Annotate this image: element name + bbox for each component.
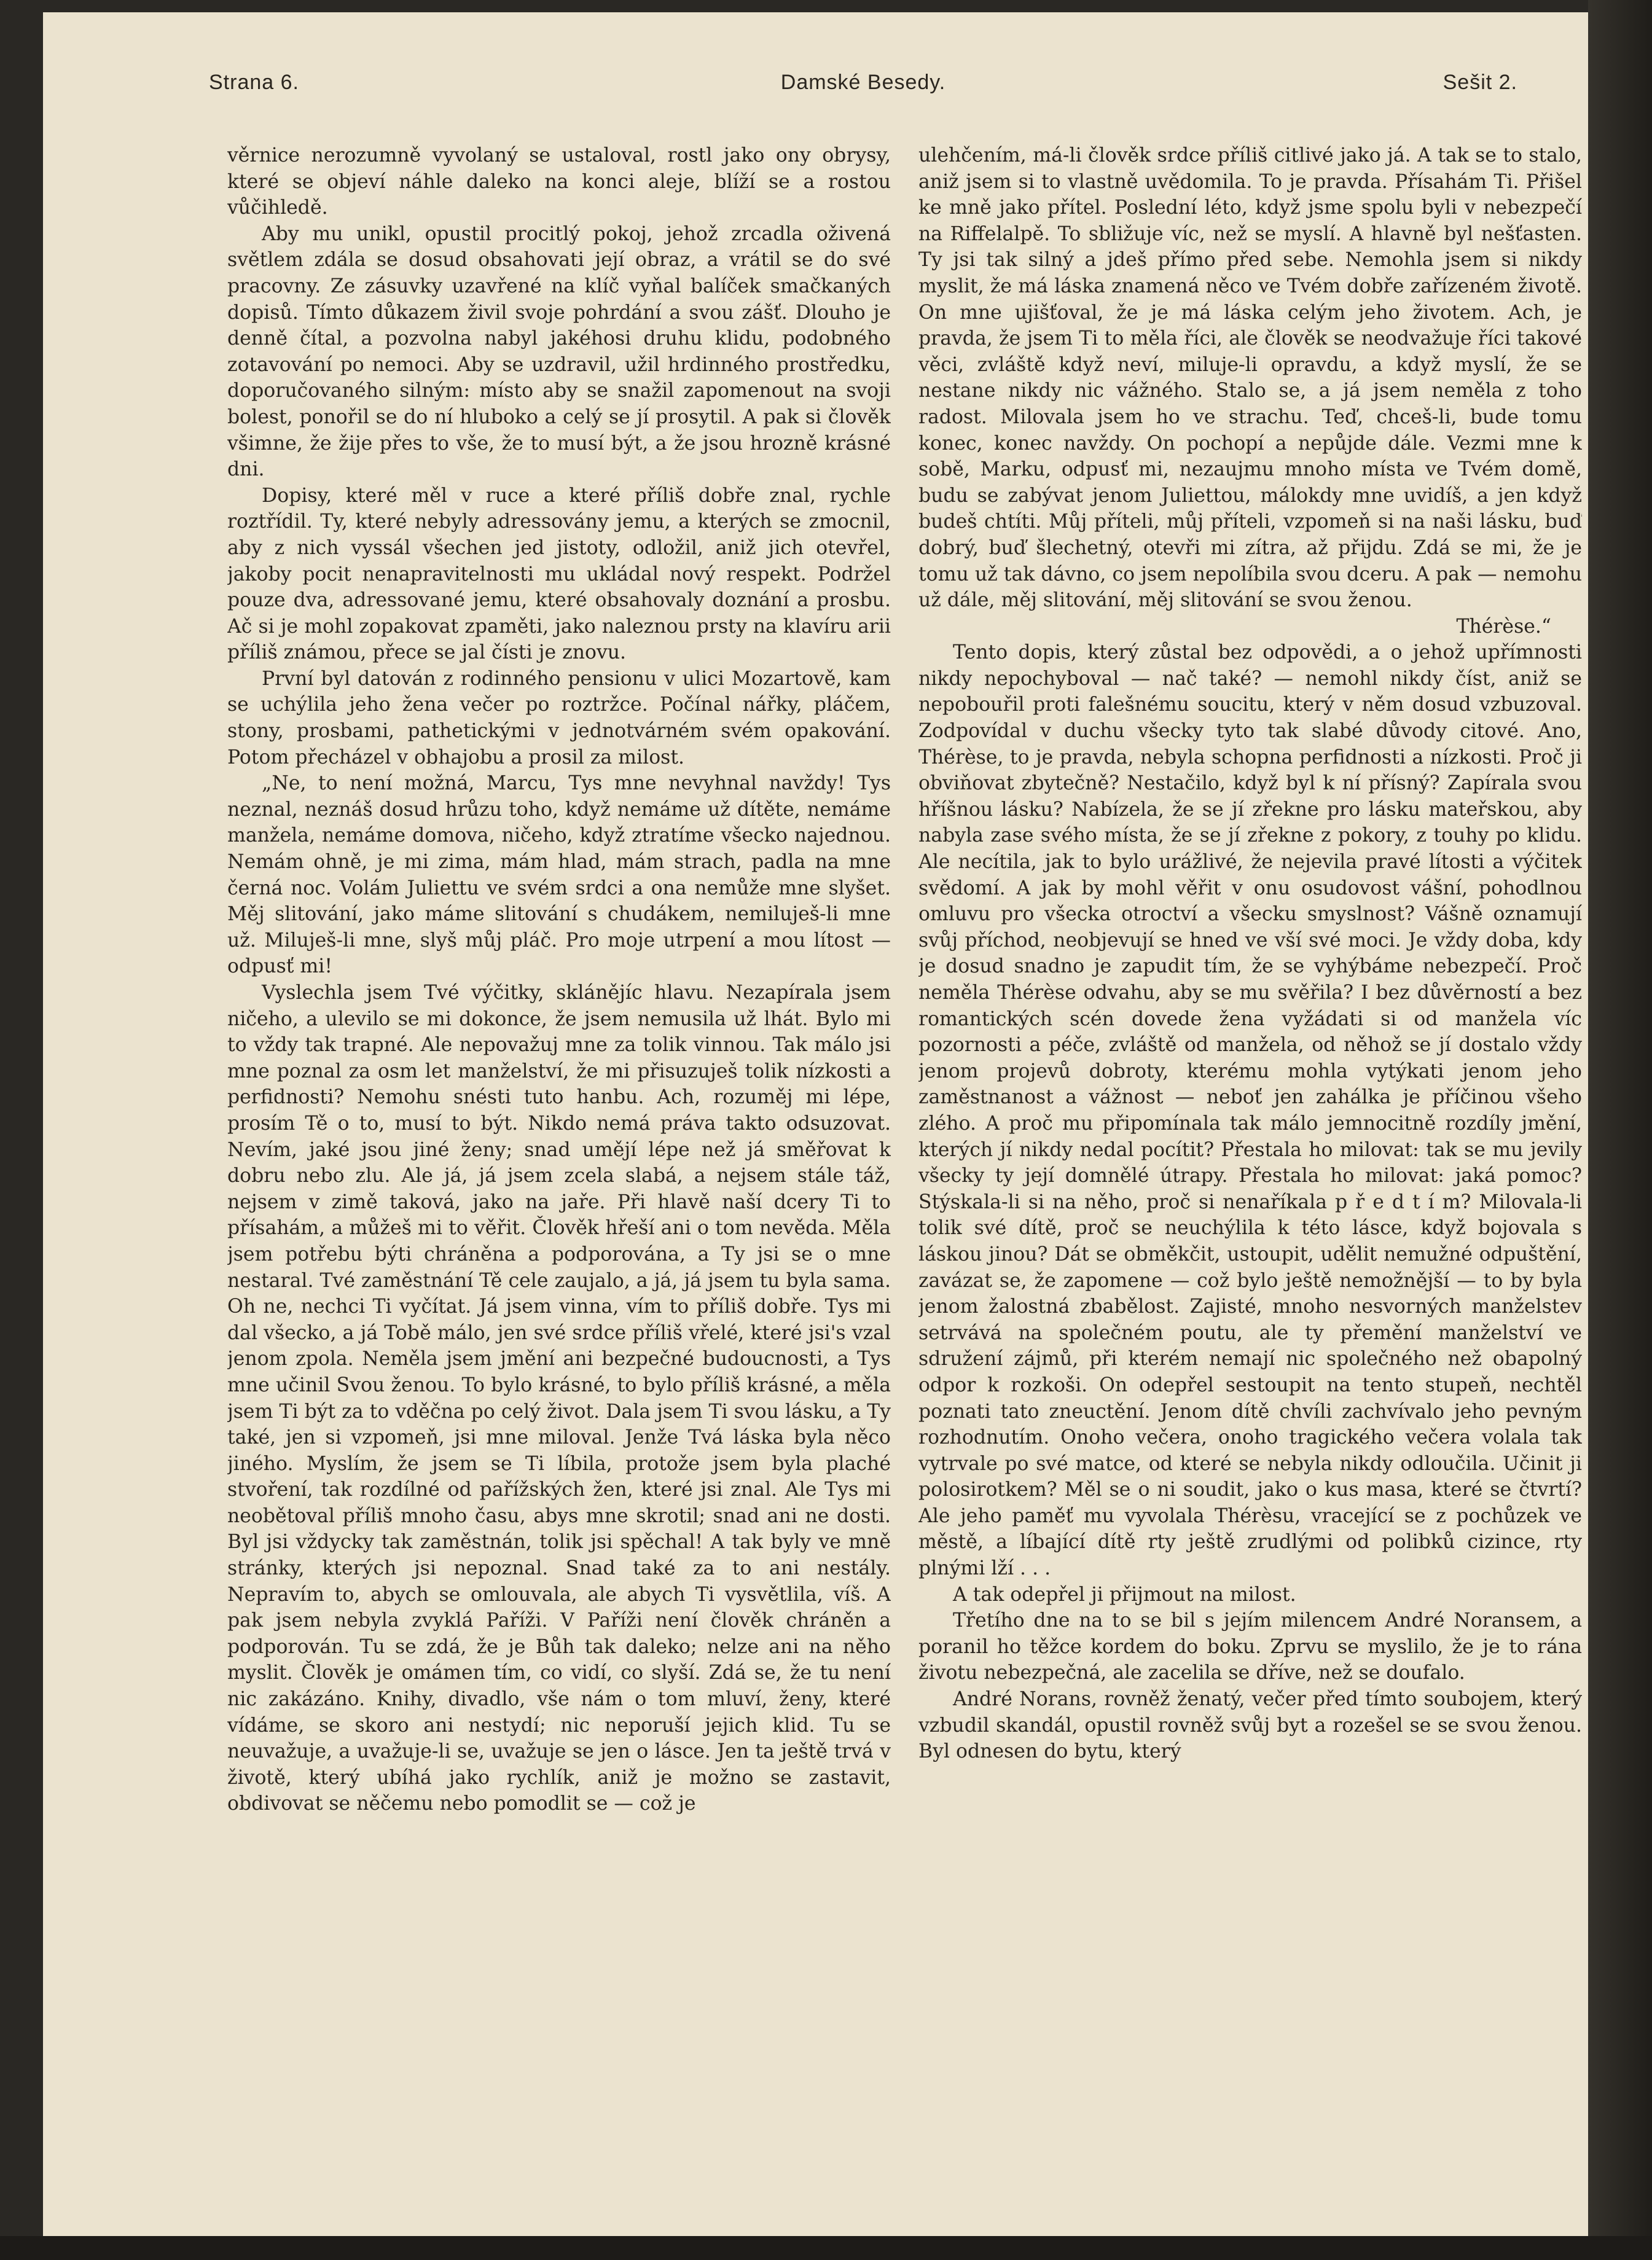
page-header bbox=[209, 71, 1517, 108]
page bbox=[43, 12, 1634, 2236]
paragraph: André Norans, rovněž ženatý, večer před tímto soubojem, který vzbudil skandál, opustil rovněž svůj byt a rozešel se se svou ženou. Byl odnesen do bytu, který bbox=[918, 1688, 1582, 1763]
letter-signature: Thérèse.“ bbox=[1456, 615, 1551, 638]
scan-edge-right bbox=[1588, 0, 1652, 2260]
paragraph: První byl datován z rodinného pensionu v ulici Mozartově, kam se uchýlila jeho žena večer po roztržce. Počínal nářky, pláčem, stony, prosbami, pathetickými v jednotvárném svém opakování. Potom přecházel v obhajobu a prosil za milost. bbox=[227, 667, 891, 768]
magazine-title: Damské Besedy. bbox=[780, 71, 946, 94]
paragraph: A tak odepřel ji přijmout na milost. bbox=[953, 1583, 1296, 1606]
letter-paragraph: „Ne, to není možná, Marcu, Tys mne nevyhnal navždy! Tys neznal, neznáš dosud hrůzu toho, když nemáme už dítěte, nemáme manžela, nemáme domova, ničeho, když ztratíme všecko najednou. Nemám ohně, je mi zima, mám hlad, mám strach, padla na mne černá noc. Volám Juliettu ve svém srdci a ona nemůže mne slyšet. Měj slitování, jako máme slitování s chudákem, nemiluješ-li mne už. Miluješ-li mne, slyš můj pláč. Pro moje utrpení a mou lítost — odpusť mi! bbox=[227, 772, 891, 978]
scan-edge-bottom bbox=[0, 2236, 1652, 2260]
paragraph: Třetího dne na to se bil s jejím milencem André Noransem, a poranil ho těžce kordem do boku. Zprvu se myslilo, že je to rána životu nebezpečná, ale zacelila se dříve, než se doufalo. bbox=[918, 1609, 1582, 1684]
paragraph: věrnice nerozumně vyvolaný se ustaloval, rostl jako ony obrysy, které se objeví náhle daleko na konci aleje, blíží se a rostou vůčihledě. bbox=[227, 144, 891, 219]
paragraph: Aby mu unikl, opustil procitlý pokoj, jehož zrcadla oživená světlem zdála se dosud obsahovati její obraz, a vrátil se do své pracovny. Ze zásuvky uzavřené na klíč vyňal balíček smačkaných dopisů. Tímto důkazem živil svoje pohrdání a svou zášť. Dlouho je denně čítal, a pozvolna nabyl jakéhosi druhu klidu, podobného zotavování po nemoci. Aby se uzdravil, užil hrdinného prostředku, doporučovaného silným: místo aby se snažil zapomenout na svoji bolest, ponořil se do ní hluboko a celý se jí prosytil. A pak si člověk všimne, že žije přes to vše, že to musí být, a že jsou hrozně krásné dni. bbox=[227, 222, 891, 481]
paragraph: Dopisy, které měl v ruce a které příliš dobře znal, rychle roztřídil. Ty, které nebyly adressovány jemu, a kterých se zmocnil, aby z nich vyssál všechen jed jistoty, odložil, aniž jich otevřel, jakoby pocit nenapravitelnosti mu ukládal nový respekt. Podržel pouze dva, adressované jemu, které obsahovaly doznání a prosbu. Ač si je mohl zopakovat zpaměti, jako naleznou prsty na klavíru arii příliš známou, přece se jal čísti je znovu. bbox=[227, 484, 891, 664]
letter-paragraph: Vyslechla jsem Tvé výčitky, sklánějíc hlavu. Nezapírala jsem ničeho, a ulevilo se mi dokonce, že jsem nemusila už lhát. Bylo mi to vždy tak trapné. Ale nepovažuj mne za tolik vinnou. Tak málo jsi mne poznal za osm let manželství, že mi přisuzuješ tolik nízkosti a perfidnosti? Nemohu snésti tuto hanbu. Ach, rozuměj mi lépe, prosím Tě o to, musí to být. Nikdo nemá práva takto odsuzovat. Nevím, jaké jsou jiné ženy; snad umějí lépe než já směřovat k dobru nebo zlu. Ale já, já jsem zcela slabá, a nejsem stále táž, nejsem v zimě taková, jako na jaře. Při hlavě naší dcery Ti to přísahám, a můžeš mi to věřit. Člověk hřeší ani o tom nevěda. Měla jsem potřebu býti chráněna a podporována, a Ty jsi se o mne nestaral. Tvé zaměstnání Tě cele zaujalo, a já, já jsem tu byla sama. Oh ne, nechci Ti vyčítat. Já jsem vinna, vím to příliš dobře. Tys mi dal všecko, a já Tobě málo, jen své srdce příliš vřelé, které jsi's vzal jenom zpola. Neměla jsem jmění ani bezpečné budoucnosti, a Tys mne učinil Svou ženou. To bylo krásné, to bylo příliš krásné, a měla jsem Ti být za to vděčna po celý život. Dala jsem Ti svou lásku, a Ty také, jen si vzpomeň, jsi mne miloval. Jenže Tvá láska byla něco jiného. Myslím, že jsem se Ti líbila, protože jsem byla plaché stvoření, tak rozdílné od pařížských žen, které jsi znal. Ale Tys mi neobětoval příliš mnoho času, abys mne skrotil; snad ani ne dosti. Byl jsi vždycky tak zaměstnán, tolik jsi spěchal! A tak byly ve mně stránky, kterých jsi nepoznal. Snad také za to ani nestály. Nepravím to, abych se omlouvala, ale abych Ti vysvětlila, víš. A pak jsem nebyla zvyklá Paříži. V Paříži není člověk chráněn a podporován. Tu se zdá, že je Bůh tak daleko; nelze ani na něho myslit. Člověk je omámen tím, co vidí, co slyší. Zdá se, že tu není nic zakázáno. Knihy, divadlo, vše nám o tom mluví, ženy, které vídáme, se skoro ani nestydí; nic neporuší jejich klid. Tu se neuvažuje, a uvažuje-li se, uvažuje se jen o lásce. Jen ta ještě trvá v životě, který ubíhá jako rychlík, aniž je možno se zastavit, obdivovat se něčemu nebo pomodlit se — což je bbox=[227, 982, 891, 1815]
page-number: Strana 6. bbox=[209, 71, 299, 94]
letter-paragraph: ulehčením, má-li člověk srdce příliš citlivé jako já. A tak se to stalo, aniž jsem si to vlastně uvědomila. To je pravda. Přísahám Ti. Přišel ke mně jako přítel. Poslední léto, když jsme spolu byli v nebezpečí na Riffelalpě. To sbližuje víc, než se myslí. A hlavně byl nešťasten. Ty jsi tak silný a jdeš přímo před sebe. Nemohla jsem si nikdy myslit, že má láska znamená něco ve Tvém dobře zařízeném životě. On mne ujišťoval, že je má láska celým jeho životem. Ach, je pravda, že jsem Ti to měla říci, ale člověk se neodvažuje říci takové věci, zvláště když neví, miluje-li opravdu, a když myslí, že se nestane nikdy nic vážného. Stalo se, a já jsem neměla z toho radost. Milovala jsem ho ve strachu. Teď, chceš-li, bude tomu konec, konec navždy. On pochopí a nepůjde dále. Vezmi mne k sobě, Marku, odpusť mi, nezaujmu mnoho místa ve Tvém domě, budu se zabývat jenom Juliettou, málokdy mne uvidíš, a jen když budeš chtíti. Můj příteli, můj příteli, vzpomeň si na naši lásku, buď dobrý, buď šlechetný, otevři mi zítra, až přijdu. Zdá se mi, že je tomu už tak dávno, co jsem nepolíbila svou dceru. A pak — nemohu už dále, měj slitování, měj slitování se svou ženou. bbox=[918, 144, 1582, 612]
paragraph: Tento dopis, který zůstal bez odpovědi, a o jehož upřímnosti nikdy nepochyboval — nač také? — nemohl nikdy číst, aniž se nepobouřil proti falešnému soucitu, který v něm dosud vzbuzoval. Zodpovídal v duchu všecky tyto tak slabé důvody citové. Ano, Thérèse, to je pravda, nebyla schopna perfidnosti a nízkosti. Proč ji obviňovat zbytečně? Nestačilo, když byl k ní přísný? Zapírala svou hříšnou lásku? Nabízela, že se jí zřekne pro lásku mateřskou, aby nabyla zase svého místa, že se jí zřekne z pokory, z touhy po klidu. Ale necítila, jak to bylo urážlivé, že nejevila pravé lítosti a výčitek svědomí. A jak by mohl věřit v onu osudovost vášní, pohodlnou omluvu pro všecka otroctví a všecku smyslnost? Vášně oznamují svůj příchod, neobjevují se hned ve vší své moci. Je vždy doba, kdy je dosud snadno je zapudit tím, že se vyhýbáme nebezpečí. Proč neměla Thérèse odvahu, aby se mu svěřila? I bez důvěrností a bez romantických scén dovede žena vyžádati si od manžela víc pozornosti a péče, zvláště od manžela, od něhož se jí dostalo vždy jenom projevů dobroty, kterému mohla vytýkati jenom jeho zaměstnanost a vážnost — neboť jen zahálka je příčinou všeho zlého. A proč mu připomínala tak málo jemnocitně rozdíly jmění, kterých jí nikdy nedal pocítit? Přestala ho milovat: tak se mu jevily všecky ty její domnělé útrapy. Přestala ho milovat: jaká pomoc? Stýskala-li si na něho, proč si nenaříkala p ř e d t í m? Milovala-li tolik své dítě, proč se neuchýlila k této lásce, když bojovala s láskou jinou? Dát se obměkčit, ustoupit, udělit nemužné odpuštění, zavázat se, že zapomene — což bylo ještě nemožnější — to by byla jenom žalostná zbabělost. Zajisté, mnoho nesvorných manželstev setrvává na společném poutu, ale ty přemění manželství ve sdružení zájmů, při kterém nemají nic společného než obapolný odpor k rozkoši. On odepřel sestoupit na tento stupeň, nechtěl poznati tato zneuctění. Jenom dítě chvíli zachvívalo jeho pevným rozhodnutím. Onoho večera, onoho tragického večera volala tak vytrvale po své matce, od které se nebyla nikdy odloučila. Učinit ji polosirotkem? Měl se o ni soudit, jako o kus masa, které se čtvrtí? Ale jeho paměť mu vyvolala Thérèsu, vracející se z pochůzek ve městě, a líbající dítě rty ještě zrudlými od polibků cizince, rty plnými lží . . . bbox=[918, 641, 1582, 1580]
right-column bbox=[918, 143, 1582, 2231]
issue-number: Sešit 2. bbox=[1443, 71, 1517, 94]
left-column bbox=[227, 143, 891, 2231]
